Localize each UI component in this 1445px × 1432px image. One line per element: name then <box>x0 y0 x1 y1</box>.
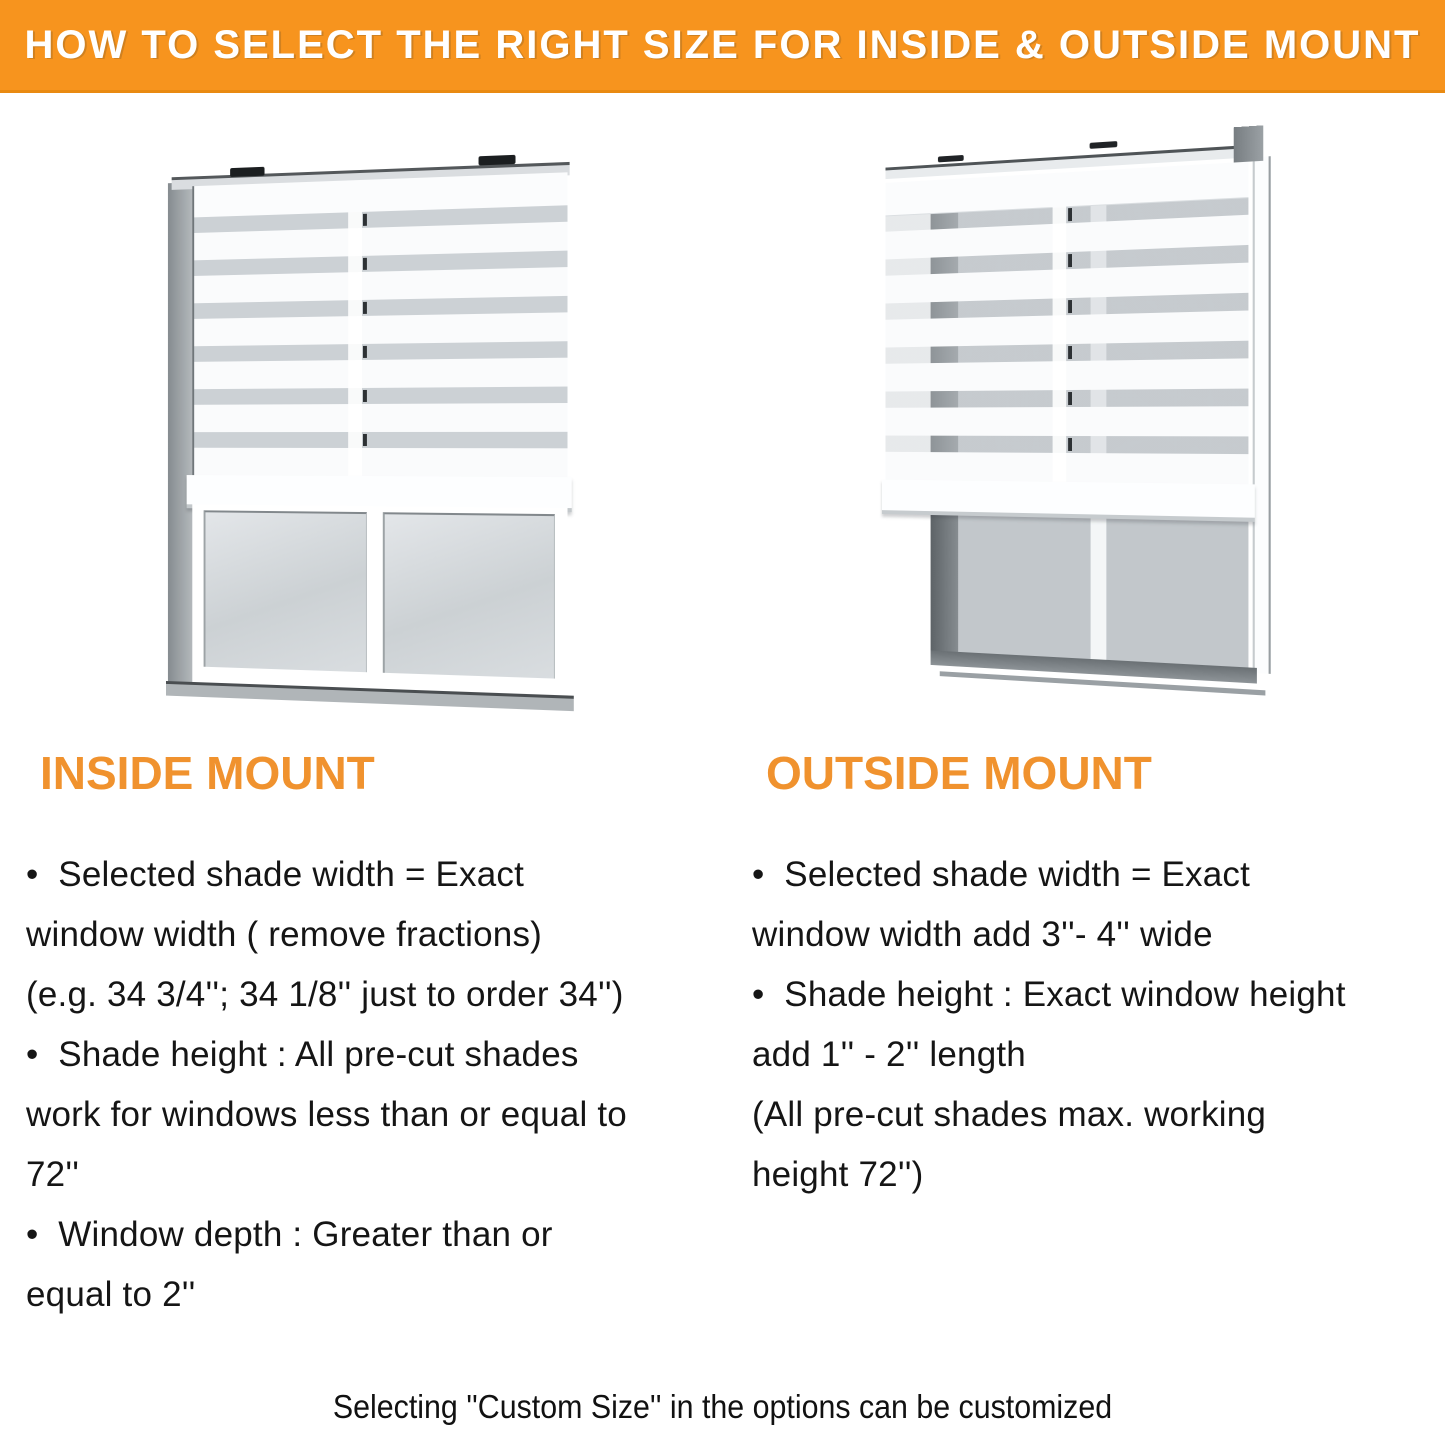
footer-note-text: Selecting ''Custom Size'' in the options can be customized <box>332 1388 1113 1425</box>
text-line: (e.g. 34 3/4''; 34 1/8'' just to order 34'') <box>26 975 624 1014</box>
inside-mount-illustration <box>168 142 563 734</box>
text-line: equal to 2'' <box>26 1275 196 1314</box>
text-line: height 72'') <box>752 1155 924 1194</box>
fabric-gap-shadow <box>363 214 367 476</box>
mounting-clip <box>230 167 264 177</box>
outside-mount-heading: OUTSIDE MOUNT <box>766 747 1152 799</box>
header-banner <box>0 0 1445 93</box>
text-line: • Selected shade width = Exact <box>752 855 1251 894</box>
banner-title: HOW TO SELECT THE RIGHT SIZE FOR INSIDE & OUTSIDE MOUNT <box>24 22 1421 67</box>
mounting-clip <box>479 155 516 166</box>
text-line: 72'' <box>26 1155 80 1194</box>
outside-mount-illustration <box>886 124 1277 726</box>
text-line: • Window depth : Greater than or <box>26 1215 553 1254</box>
window-glass-pane <box>204 510 367 672</box>
text-line: • Shade height : Exact window height <box>752 975 1346 1014</box>
window-glass-pane <box>383 512 555 678</box>
fabric-gap-shadow <box>1068 208 1072 482</box>
mounting-bracket <box>1234 125 1264 162</box>
inside-mount-heading: INSIDE MOUNT <box>40 747 375 799</box>
text-line: • Selected shade width = Exact <box>26 855 525 894</box>
text-line: • Shade height : All pre-cut shades <box>26 1035 579 1074</box>
text-line: work for windows less than or equal to <box>26 1095 627 1134</box>
wall-anchor <box>938 155 964 162</box>
text-line: add 1'' - 2'' length <box>752 1035 1026 1074</box>
fabric-overlap-strip <box>1053 206 1067 482</box>
outside-mount-text <box>752 845 1346 1205</box>
text-line: (All pre-cut shades max. working <box>752 1095 1267 1134</box>
text-line: window width ( remove fractions) <box>26 915 543 954</box>
footer-note <box>0 1388 1445 1426</box>
zebra-shade-fabric <box>192 205 567 477</box>
window-frame <box>192 504 567 695</box>
window-side-batten <box>1253 156 1271 674</box>
text-line: window width add 3''- 4'' wide <box>752 915 1213 954</box>
window-jamb <box>168 182 192 682</box>
wall-anchor <box>1090 141 1118 149</box>
zebra-shade-fabric <box>886 197 1249 484</box>
fabric-overlap-strip <box>348 212 362 476</box>
inside-mount-text <box>26 845 627 1325</box>
window-panes <box>204 510 555 678</box>
